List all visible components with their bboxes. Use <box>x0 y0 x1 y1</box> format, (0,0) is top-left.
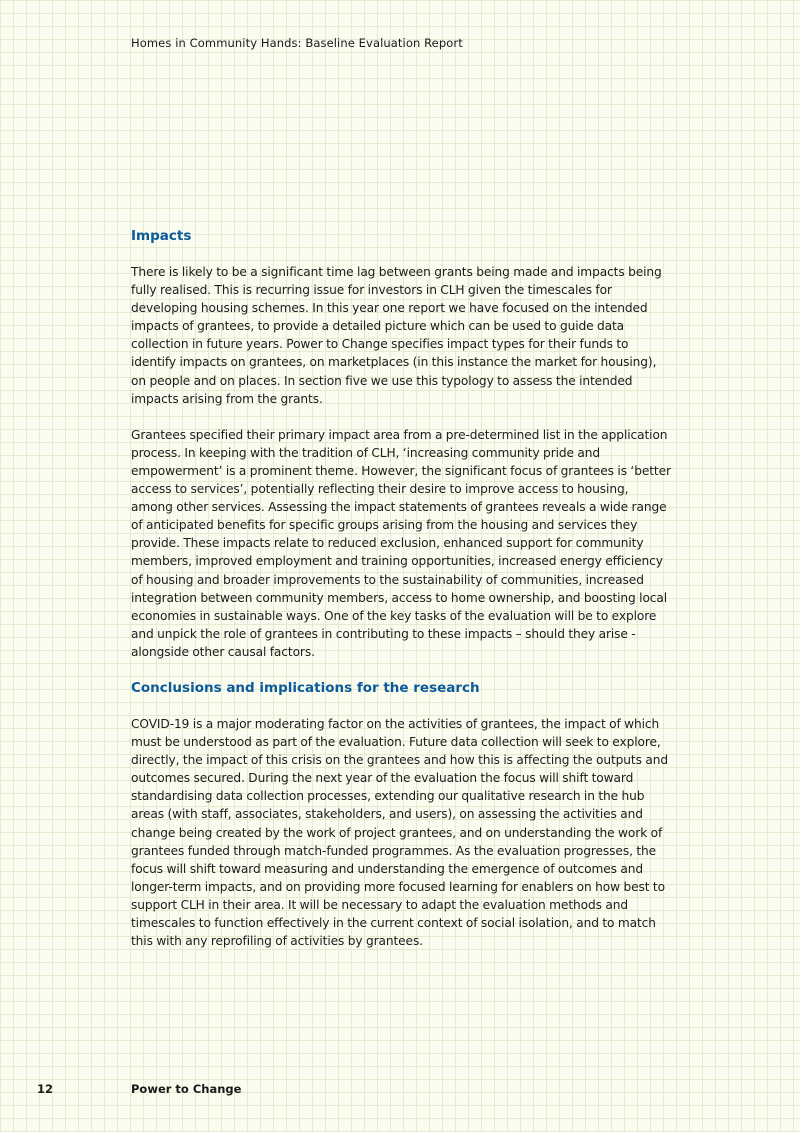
impacts-paragraph-1: There is likely to be a significant time lag between grants being made and impacts being fully realised. This is recurring issue for investors in CLH given the timescales for developing housing schemes. In this year one report we have focused on the intended impacts of grantees, to provide a detailed picture which can be used to guide data collection in future years. Power to Change specifies impact types for their funds to identify impacts on grantees, on marketplaces (in this instance the market for housing), on people and on places. In section five we use this typology to assess the intended impacts arising from the grants. <box>131 265 662 406</box>
page-number: 12 <box>37 1082 54 1096</box>
running-header: Homes in Community Hands: Baseline Evaluation Report <box>131 36 463 50</box>
conclusions-paragraph-1: COVID-19 is a major moderating factor on the activities of grantees, the impact of which must be understood as part of the evaluation. Future data collection will seek to explore, directly, the impact of this crisis on the grantees and how this is affecting the outputs and outcomes secured. During the next year of the evaluation the focus will shift toward standardising data collection processes, extending our qualitative research in the hub areas (with staff, associates, stakeholders, and users), on assessing the activities and change being created by the work of project grantees, and on understanding the work of grantees funded through match-funded programmes. As the evaluation progresses, the focus will shift toward measuring and understanding the emergence of outcomes and longer-term impacts, and on providing more focused learning for enablers on how best to support CLH in their area. It will be necessary to adapt the evaluation methods and timescales to function effectively in the current context of social isolation, and to match this with any reprofiling of activities by grantees. <box>131 716 668 949</box>
section-heading-conclusions: Conclusions and implications for the research <box>131 679 480 696</box>
main-content <box>131 227 673 950</box>
section-heading-impacts: Impacts <box>131 228 192 244</box>
impacts-paragraph-2: Grantees specified their primary impact area from a pre-determined list in the application process. In keeping with the tradition of CLH, ‘increasing community pride and empowerment’ is a prominent theme. However, the significant focus of grantees is ‘better access to services’, potentially reflecting their desire to improve access to housing, among other services. Assessing the impact statements of grantees reveals a wide range of anticipated benefits for specific groups arising from the housing and services they provide. These impacts relate to reduced exclusion, enhanced support for community members, improved employment and training opportunities, increased energy efficiency of housing and broader improvements to the sustainability of communities, increased integration between community members, access to home ownership, and boosting local economies in sustainable ways. One of the key tasks of the evaluation will be to explore and unpick the role of grantees in contributing to these impacts – should they arise - alongside other causal factors. <box>131 427 671 659</box>
footer-brand: Power to Change <box>131 1082 242 1096</box>
